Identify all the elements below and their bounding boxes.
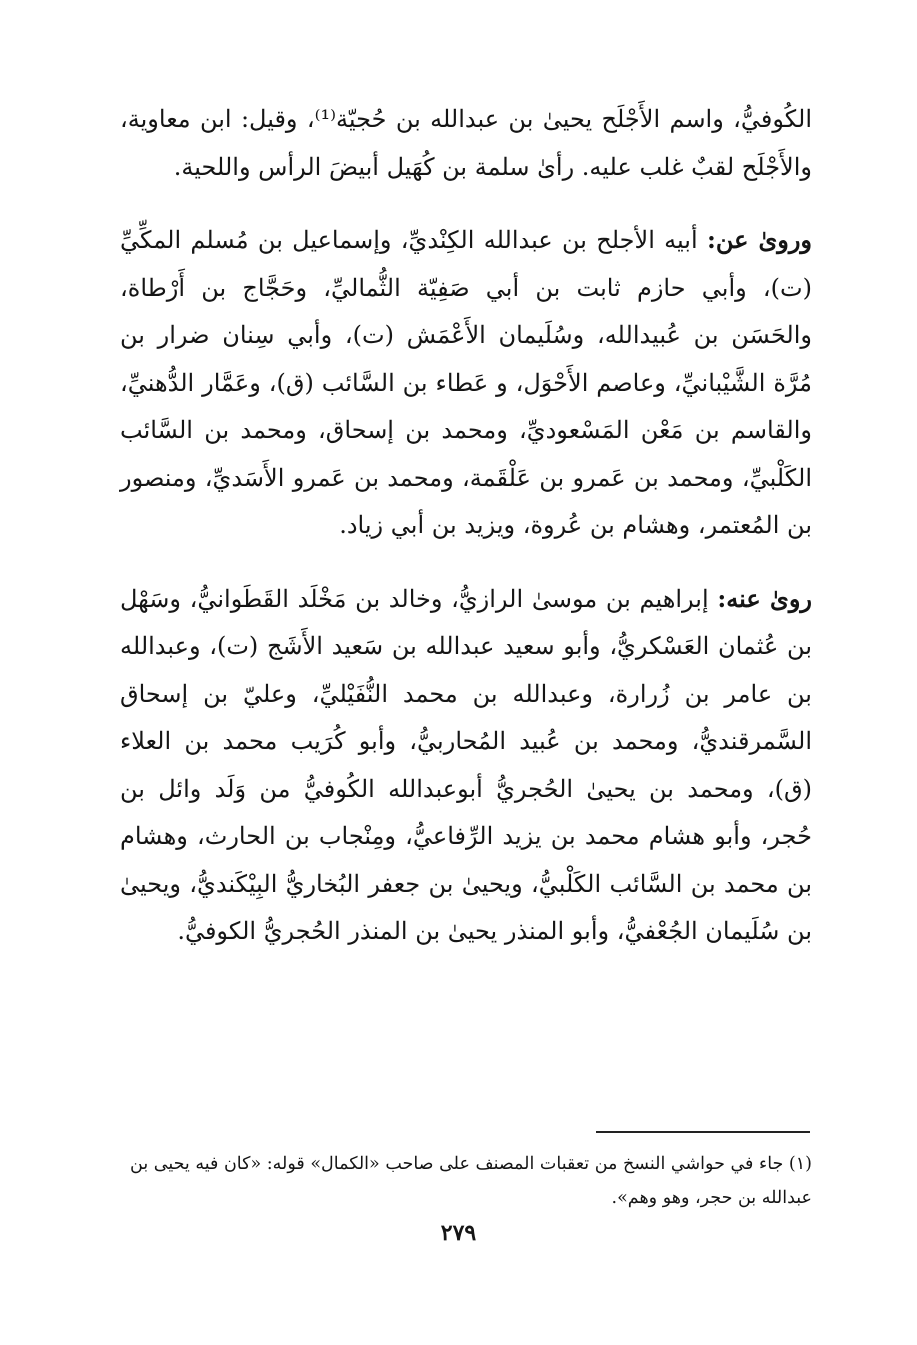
page-number: ٢٧٩ <box>440 1220 477 1246</box>
narrated-by-heading: روىٰ عنه: <box>717 583 813 613</box>
main-text <box>120 96 812 956</box>
footnote-1-text: (١) جاء في حواشي النسخ من تعقبات المصنف على صاحب «الكمال» قوله: «كان فيه يحيى بن عبدالله بن حجر، وهو وهم». <box>130 1154 812 1208</box>
paragraph-intro-text: الكُوفيُّ، واسم الأَجْلَح يحيىٰ بن عبدالله بن حُجيّة⁽¹⁾، وقيل: ابن معاوية، والأَجْلَح لقبٌ غلب عليه. رأىٰ سلمة بن كُهَيل أبيضَ الرأس واللحية. <box>120 105 813 181</box>
narrated-from-text: أبيه الأجلح بن عبدالله الكِنْديِّ، وإسماعيل بن مُسلم المكِّيِّ (ت)، وأبي حازم ثابت بن أبي صَفِيّة الثُّماليِّ، وحَجَّاج بن أَرْطاة، والحَسَن بن عُبيدالله، وسُلَيمان الأَعْمَش (ت)، وأبي سِنان ضرار بن مُرَّة الشَّيْبانيِّ، وعاصم الأَحْوَل، و عَطاء بن السَّائب (ق)، وعَمَّار الدُّهنيِّ، والقاسم بن مَعْن المَسْعوديِّ، ومحمد بن إسحاق، ومحمد بن السَّائب الكَلْبيِّ، ومحمد بن عَمرو بن عَلْقَمة، ومحمد بن عَمرو الأَسَديِّ، ومنصور بن المُعتمر، وهشام بن عُروة، ويزيد بن أبي زياد. <box>120 226 813 539</box>
footnote-divider <box>596 1131 810 1133</box>
paragraph-narrated-from <box>120 216 812 550</box>
paragraph-intro <box>120 96 812 191</box>
narrated-by-text: إبراهيم بن موسىٰ الرازيُّ، وخالد بن مَخْلَد القَطَوانيُّ، وسَهْل بن عُثمان العَسْكريُّ، وأبو سعيد عبدالله بن سَعيد الأَشَج (ت)، وعبدالله بن عامر بن زُرارة، وعبدالله بن محمد النُّفَيْليِّ، وعليّ بن إسحاق السَّمرقنديُّ، ومحمد بن عُبيد المُحاربيُّ، وأبو كُرَيب محمد بن العلاء (ق)، ومحمد بن يحيىٰ الحُجريُّ أبوعبدالله الكُوفيُّ من وَلَد وائل بن حُجر، وأبو هشام محمد بن يزيد الرِّفاعيُّ، ومِنْجاب بن الحارث، وهشام بن محمد بن السَّائب الكَلْبيُّ، ويحيىٰ بن جعفر البُخاريُّ البِيْكَنديُّ، ويحيىٰ بن سُلَيمان الجُعْفيُّ، وأبو المنذر يحيىٰ بن المنذر الحُجريُّ الكوفيُّ. <box>120 584 812 945</box>
paragraph-narrated-by <box>120 575 812 956</box>
narrated-from-heading: وروىٰ عن: <box>706 225 812 254</box>
footnote <box>130 1147 812 1215</box>
